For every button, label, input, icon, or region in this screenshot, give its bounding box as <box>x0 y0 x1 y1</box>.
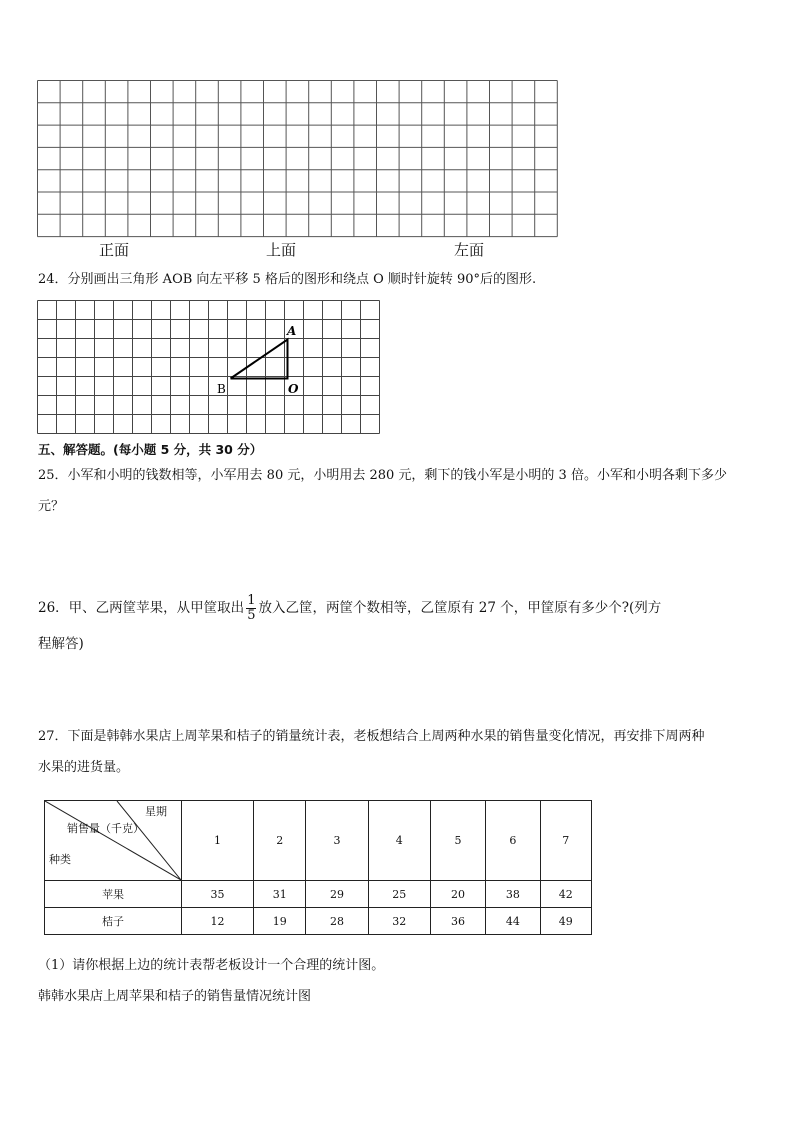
table-cell: 49 <box>540 908 591 935</box>
table-cell: 38 <box>486 881 540 908</box>
question-24: 24．分别画出三角形 AOB 向左平移 5 格后的图形和绕点 O 顺时针旋转 90°后的图形. <box>38 272 537 287</box>
point-a-label: A <box>287 324 297 338</box>
corner-diagonal <box>45 801 181 880</box>
table-row-apple <box>45 881 592 908</box>
point-b-label: B <box>217 382 226 396</box>
front-view-label: 正面 <box>99 241 130 259</box>
day-header-cell: 5 <box>430 801 485 881</box>
table-cell: 44 <box>486 908 540 935</box>
table-cell: 20 <box>430 881 485 908</box>
table-cell: 19 <box>254 908 306 935</box>
table-cell: 29 <box>306 881 368 908</box>
question-27-sub1: （1）请你根据上边的统计表帮老板设计一个合理的统计图。 <box>38 958 385 973</box>
day-header-cell: 6 <box>486 801 540 881</box>
fraction-denominator: 5 <box>247 608 256 623</box>
table-cell: 28 <box>306 908 368 935</box>
table-cell: 31 <box>254 881 306 908</box>
table-cell: 32 <box>368 908 430 935</box>
chart-title-prompt: 韩韩水果店上周苹果和桔子的销售量情况统计图 <box>38 989 312 1004</box>
views-grid <box>37 80 569 240</box>
table-header-row <box>45 801 592 881</box>
row-label-orange: 桔子 <box>45 908 182 935</box>
day-header-cell: 3 <box>306 801 368 881</box>
corner-label-sales: 销售量（千克） <box>67 822 144 835</box>
day-header-cell: 1 <box>182 801 254 881</box>
row-label-apple: 苹果 <box>45 881 182 908</box>
question-26-line1 <box>38 594 661 623</box>
question-25-line2: 元？ <box>38 499 65 514</box>
triangle-aob-shape <box>231 340 288 379</box>
sales-table <box>44 800 592 935</box>
table-cell: 25 <box>368 881 430 908</box>
question-27-line1: 27．下面是韩韩水果店上周苹果和桔子的销量统计表，老板想结合上周两种水果的销售量变化情况，再安排下周两种 <box>38 729 705 744</box>
table-cell: 35 <box>182 881 254 908</box>
section-5-heading: 五、解答题。(每小题 5 分，共 30 分） <box>38 442 263 457</box>
fraction-one-fifth <box>246 594 256 623</box>
corner-label-kind: 种类 <box>49 853 71 866</box>
question-27-line2: 水果的进货量。 <box>38 760 130 775</box>
point-o-label: O <box>288 382 299 396</box>
table-corner-cell <box>45 801 182 881</box>
triangle-grid <box>37 300 383 436</box>
day-header-cell: 2 <box>254 801 306 881</box>
question-26-line2: 程解答) <box>38 636 84 652</box>
table-cell: 12 <box>182 908 254 935</box>
left-view-label: 左面 <box>454 241 485 259</box>
top-view-label: 上面 <box>266 241 297 259</box>
table-cell: 36 <box>430 908 485 935</box>
question-26-after: 放入乙筐，两筐个数相等，乙筐原有 27 个，甲筐原有多少个?(列方 <box>258 600 662 616</box>
day-header-cell: 4 <box>368 801 430 881</box>
table-cell: 42 <box>540 881 591 908</box>
table-row-orange <box>45 908 592 935</box>
corner-label-day: 星期 <box>145 805 167 818</box>
question-26-before: 26．甲、乙两筐苹果，从甲筐取出 <box>38 600 245 616</box>
day-header-cell: 7 <box>540 801 591 881</box>
fraction-numerator: 1 <box>247 593 256 608</box>
question-25-line1: 25．小军和小明的钱数相等，小军用去 80 元，小明用去 280 元，剩下的钱小军是小明的 3 倍。小军和小明各剩下多少 <box>38 468 727 483</box>
